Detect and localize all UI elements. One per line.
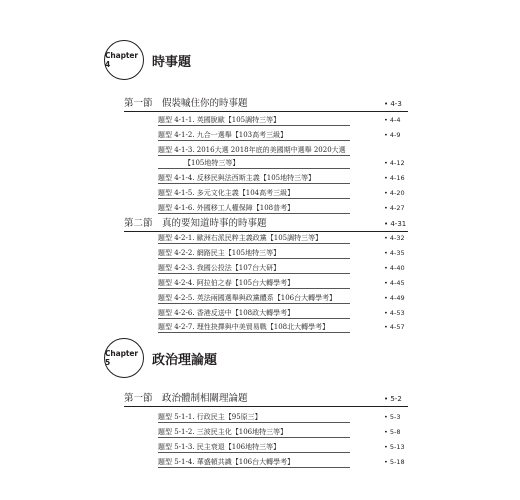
entry-title: 題型 4-1-5. 多元文化主義【104高考三級】 (158, 189, 295, 197)
toc-entry[interactable] (158, 130, 408, 141)
divider (158, 318, 350, 319)
entry-title: 題型 5-1-1. 行政民主【95原三】 (158, 413, 262, 421)
section-title: 第一節 假裝嘁住你的時事題 (124, 98, 248, 109)
entry-page: • 5-8 (384, 428, 401, 436)
divider (158, 273, 350, 274)
entry-title: 題型 5-1-3. 民主衰退【106地特三等】 (158, 443, 281, 451)
entry-page: • 4-40 (384, 264, 405, 272)
toc-entry[interactable] (158, 145, 408, 156)
chapter-title: 政治理論題 (152, 352, 218, 368)
divider (158, 198, 350, 199)
entry-title: 題型 4-1-6. 外國移工人權保障【108普考】 (158, 204, 295, 212)
section-title: 第一節 政治體制相關理論題 (124, 393, 248, 404)
toc-entry[interactable] (158, 457, 408, 468)
toc-entry[interactable] (158, 263, 408, 274)
entry-page: • 4-53 (384, 309, 405, 317)
chapter-5-heading (104, 338, 217, 378)
section-title: 第二節 真的要知道時事的時事題 (124, 218, 267, 229)
divider (158, 258, 350, 259)
section-page-number: • 4-31 (384, 220, 407, 228)
entry-title: 題型 4-2-6. 香港反送中【108政大轉學考】 (158, 309, 295, 317)
entry-title: 題型 4-1-2. 九合一選舉【103高考三級】 (158, 131, 288, 139)
divider (158, 213, 350, 214)
section-page-number: • 5-2 (384, 395, 402, 403)
divider (124, 231, 408, 232)
entry-title: 題型 4-1-1. 英國脫歐【105調特三等】 (158, 116, 281, 124)
entry-page: • 5-3 (384, 413, 401, 421)
entry-title: 題型 4-2-2. 網路民主【105地特三等】 (158, 249, 281, 257)
entry-title: 題型 5-1-2. 三波民主化【106地特三等】 (158, 428, 288, 436)
toc-entry[interactable] (158, 188, 408, 199)
toc-entry[interactable] (158, 115, 408, 126)
divider (158, 288, 350, 289)
entry-page: • 4-4 (384, 116, 401, 124)
divider (124, 111, 408, 112)
entry-title: 題型 4-1-3. 2016大選 2018年底的美國期中選舉 2020大選 (158, 146, 346, 154)
entry-page: • 4-12 (384, 159, 405, 167)
chapter-title: 時事題 (152, 54, 192, 70)
entry-page: • 5-13 (384, 443, 405, 451)
entry-title: 題型 4-2-1. 歐洲右派民粹主義政黨【105調特三等】 (158, 234, 323, 242)
toc-entry[interactable] (158, 427, 408, 438)
toc-entry[interactable] (158, 308, 408, 319)
entry-page: • 5-18 (384, 458, 405, 466)
entry-title: 題型 4-2-3. 我國公投法【107台大研】 (158, 264, 281, 272)
toc-entry[interactable] (158, 233, 408, 244)
divider (124, 406, 408, 407)
divider (158, 168, 350, 169)
divider (158, 422, 350, 423)
entry-page: • 4-49 (384, 294, 405, 302)
chapter-badge: Chapter 5 (104, 338, 144, 378)
divider (158, 140, 350, 141)
chapter-4-heading (104, 40, 191, 80)
divider (158, 437, 350, 438)
entry-title: 題型 4-2-4. 阿拉伯之春【105台大轉學考】 (158, 279, 295, 287)
entry-title: 【105地特三等】 (184, 159, 240, 167)
section-heading[interactable] (124, 97, 408, 111)
section-heading[interactable] (124, 217, 408, 231)
entry-title: 題型 5-1-4. 華盛頓共識【106台大轉學考】 (158, 458, 295, 466)
divider (158, 303, 350, 304)
entry-page: • 4-20 (384, 189, 405, 197)
toc-entry-continuation[interactable] (158, 158, 408, 169)
entry-page: • 4-57 (384, 323, 405, 331)
entry-page: • 4-27 (384, 204, 405, 212)
entry-title: 題型 4-2-7. 理性抉擇與中美貿易戰【108北大轉學考】 (158, 323, 330, 331)
entry-page: • 4-35 (384, 249, 405, 257)
toc-entry[interactable] (158, 173, 408, 184)
toc-entry[interactable] (158, 203, 408, 214)
section-heading[interactable] (124, 392, 408, 406)
entry-title: 題型 4-2-5. 英法兩國選舉與政黨體系【106台大轉學考】 (158, 294, 337, 302)
entry-page: • 4-16 (384, 174, 405, 182)
toc-entry[interactable] (158, 322, 408, 333)
toc-entry[interactable] (158, 442, 408, 453)
toc-entry[interactable] (158, 412, 408, 423)
section-page-number: • 4-3 (384, 100, 402, 108)
toc-entry[interactable] (158, 248, 408, 259)
divider (158, 243, 350, 244)
entry-title: 題型 4-1-4. 反移民與法西斯主義【105地特三等】 (158, 174, 316, 182)
divider (158, 452, 350, 453)
divider (158, 155, 350, 156)
divider (158, 332, 350, 333)
divider (158, 467, 350, 468)
divider (158, 125, 350, 126)
entry-page: • 4-9 (384, 131, 401, 139)
entry-page: • 4-32 (384, 234, 405, 242)
toc-entry[interactable] (158, 278, 408, 289)
entry-page: • 4-45 (384, 279, 405, 287)
divider (158, 183, 350, 184)
chapter-badge: Chapter 4 (104, 40, 144, 80)
toc-entry[interactable] (158, 293, 408, 304)
